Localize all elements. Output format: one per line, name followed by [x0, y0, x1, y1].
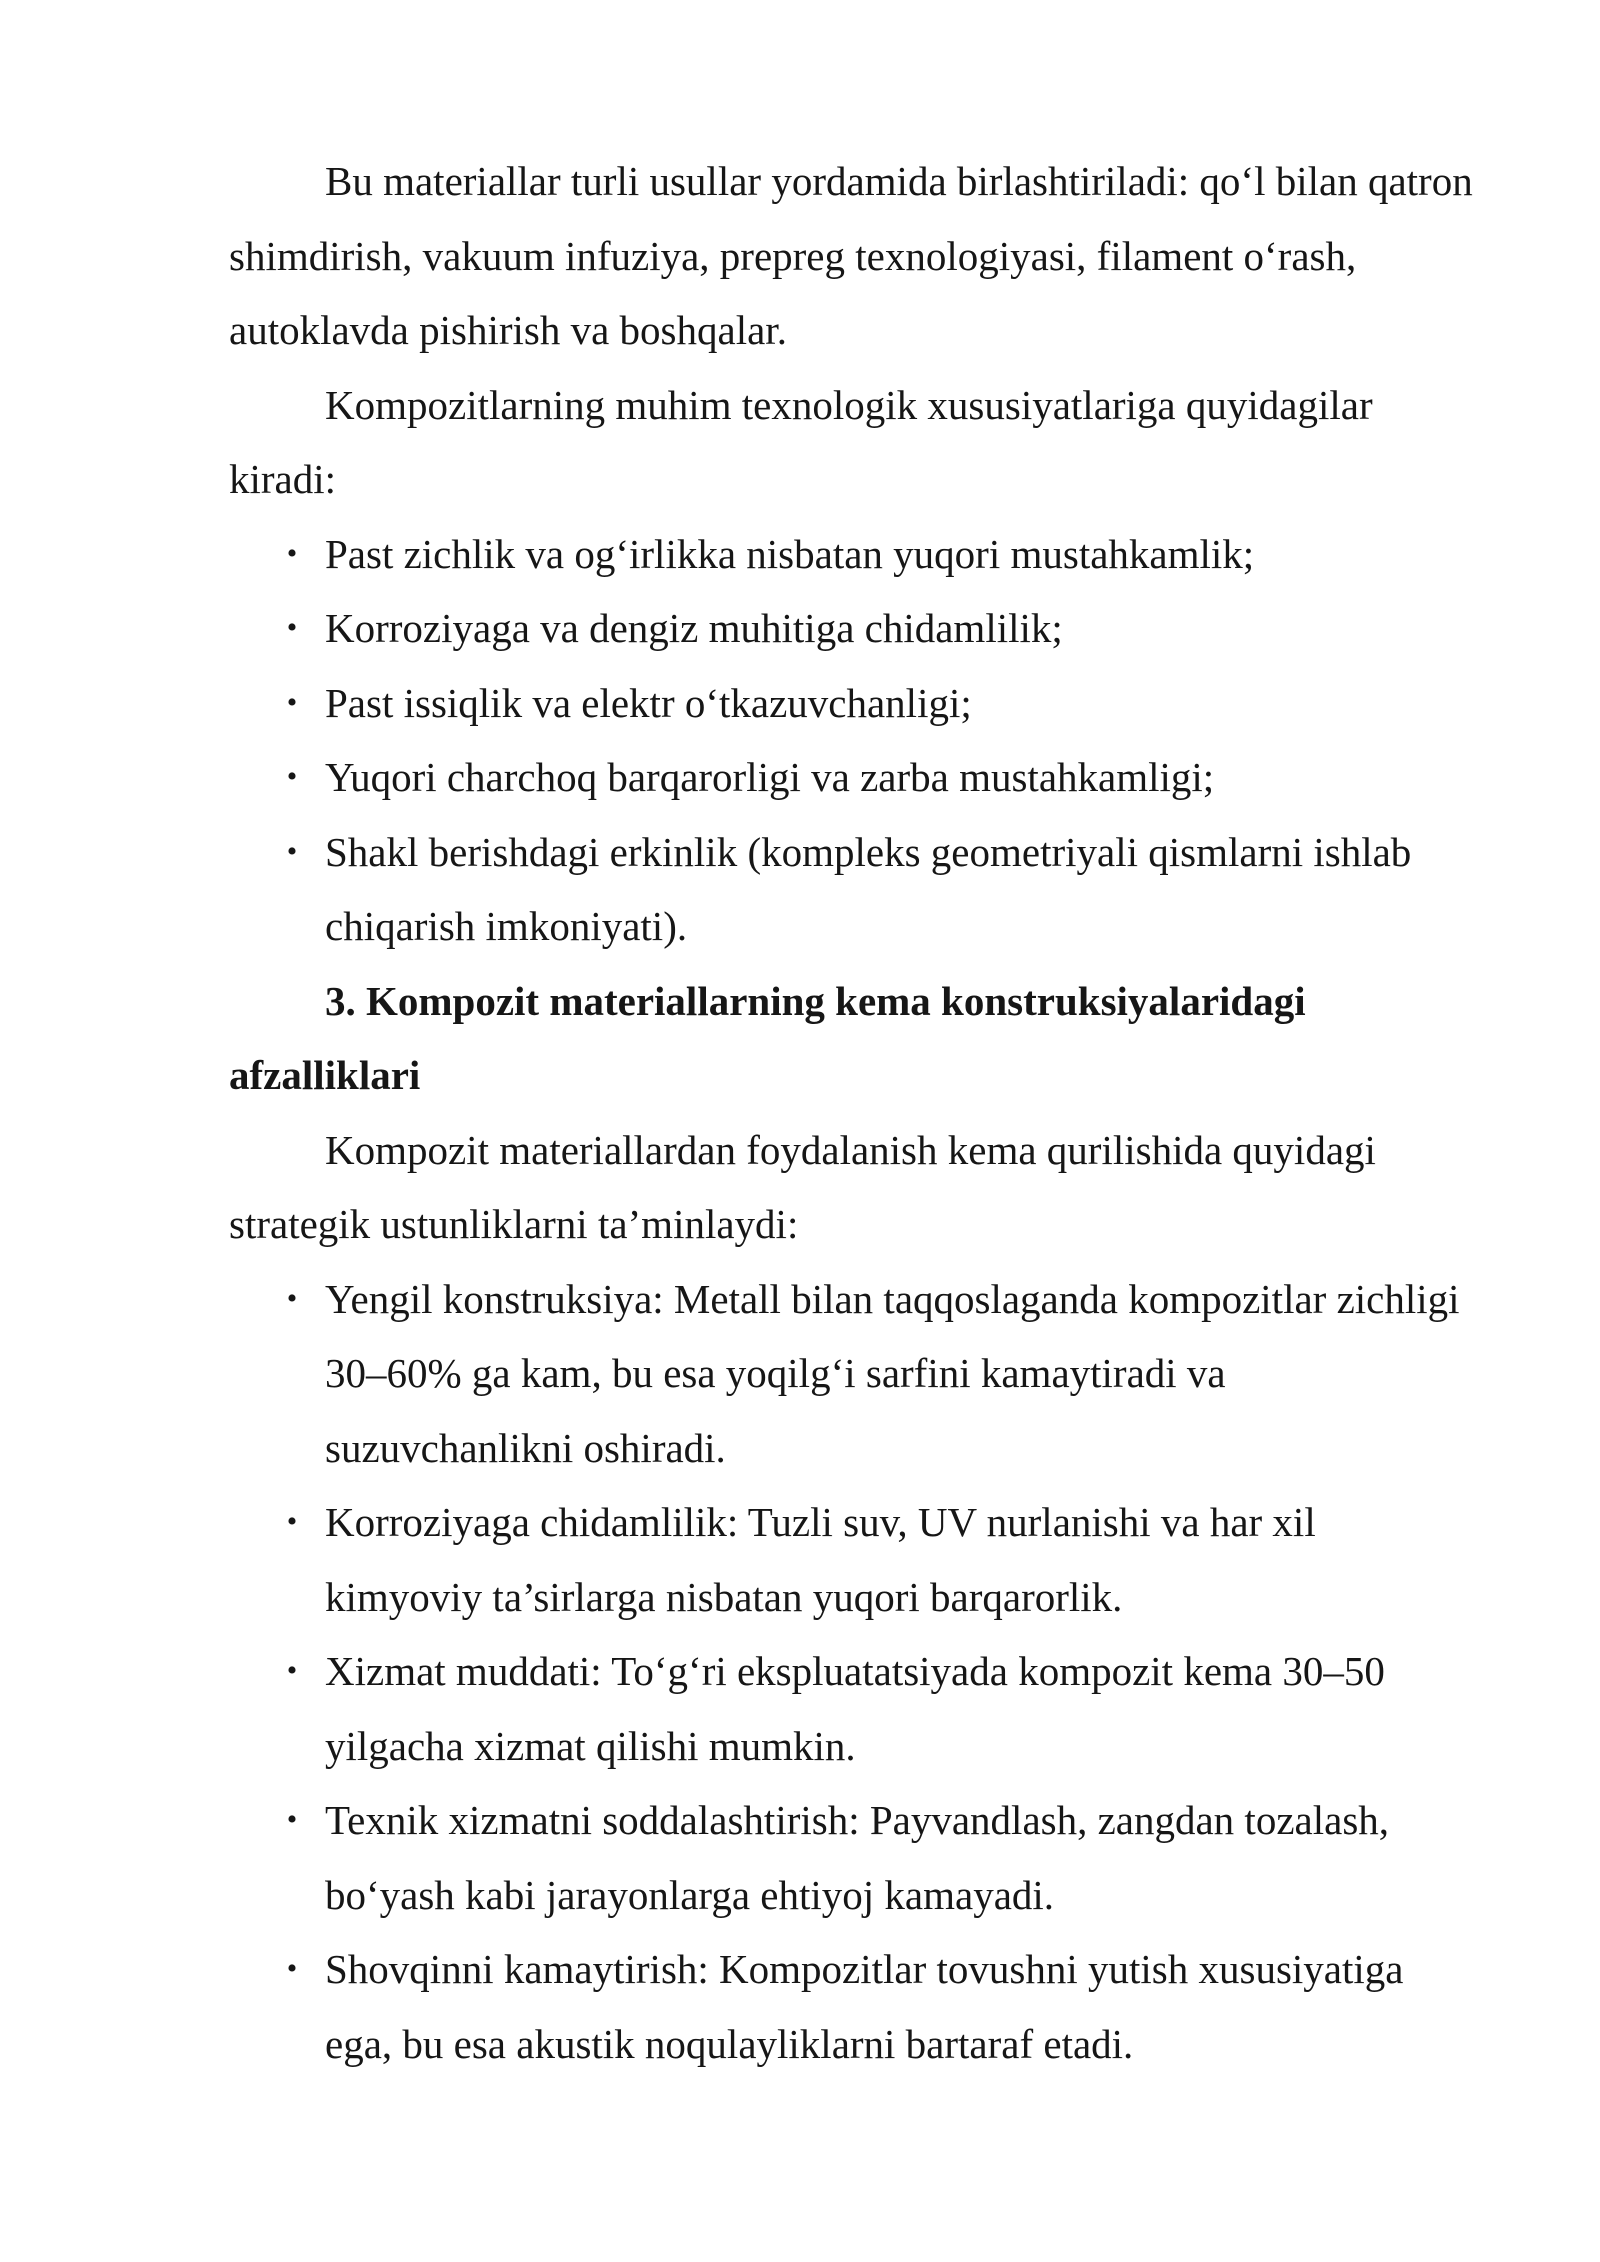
bullet-icon: • — [286, 536, 298, 570]
document-page — [229, 144, 1479, 2081]
list-item-text: Korroziyaga chidamlilik: Tuzli suv, UV nurlanishi va har xil kimyoviy ta’sirlarga nisbatan yuqori barqarorlik. — [325, 1499, 1316, 1620]
bullet-icon: • — [286, 1654, 298, 1687]
list-item-text: Yengil konstruksiya: Metall bilan taqqoslaganda kompozitlar zichligi 30–60% ga kam, bu esa yoqilg‘i sarfini kamaytiradi va suzuvchanlikni oshiradi. — [325, 1275, 1460, 1471]
bullet-icon: • — [286, 1803, 298, 1836]
list-item — [229, 591, 1479, 666]
advantages-list — [229, 1262, 1479, 2082]
list-item — [229, 740, 1479, 815]
list-item-text: Texnik xizmatni soddalashtirish: Payvandlash, zangdan tozalash, bo‘yash kabi jarayonlarga ehtiyoj kamayadi. — [325, 1797, 1390, 1918]
bullet-icon: • — [286, 1281, 298, 1315]
bullet-icon: • — [286, 760, 298, 793]
list-item — [229, 1634, 1479, 1783]
list-item — [229, 517, 1479, 592]
list-item — [229, 1932, 1479, 2081]
intro-paragraph: Bu materiallar turli usullar yordamida birlashtiriladi: qo‘l bilan qatron shimdirish, vakuum infuziya, prepreg texnologiyasi, filament o‘rash, autoklavda pishirish va boshqalar. — [229, 158, 1473, 353]
list-item — [229, 666, 1479, 741]
list-item — [229, 1262, 1479, 1486]
list-item-text: Xizmat muddati: To‘g‘ri ekspluatatsiyada kompozit kema 30–50 yilgacha xizmat qilishi mumkin. — [325, 1648, 1385, 1769]
advantages-intro: Kompozit materiallardan foydalanish kema qurilishida quyidagi strategik ustunliklarni ta’minlaydi: — [229, 1126, 1376, 1247]
list-item-text: Korroziyaga va dengiz muhitiga chidamlilik; — [325, 605, 1063, 651]
list-item-text: Past zichlik va og‘irlikka nisbatan yuqori mustahkamlik; — [325, 530, 1255, 577]
bullet-icon: • — [286, 685, 298, 719]
properties-list — [229, 517, 1479, 964]
bullet-icon: • — [286, 834, 298, 868]
list-item — [229, 1485, 1479, 1634]
list-item-text: Shakl berishdagi erkinlik (kompleks geometriyali qismlarni ishlab chiqarish imkoniyati). — [325, 828, 1412, 949]
bullet-icon: • — [286, 611, 298, 644]
list-item — [229, 1783, 1479, 1932]
list-item-text: Shovqinni kamaytirish: Kompozitlar tovushni yutish xususiyatiga ega, bu esa akustik noqulayliklarni bartaraf etadi. — [325, 1946, 1404, 2067]
list-item — [229, 815, 1479, 964]
bullet-icon: • — [286, 1952, 298, 1985]
bullet-icon: • — [286, 1505, 298, 1538]
list-item-text: Past issiqlik va elektr o‘tkazuvchanligi; — [325, 679, 972, 726]
list-item-text: Yuqori charchoq barqarorligi va zarba mustahkamligi; — [325, 754, 1215, 800]
section-heading: 3. Kompozit materiallarning kema konstruksiyalaridagi afzalliklari — [229, 977, 1306, 1098]
properties-intro: Kompozitlarning muhim texnologik xususiyatlariga quyidagilar kiradi: — [229, 381, 1373, 502]
